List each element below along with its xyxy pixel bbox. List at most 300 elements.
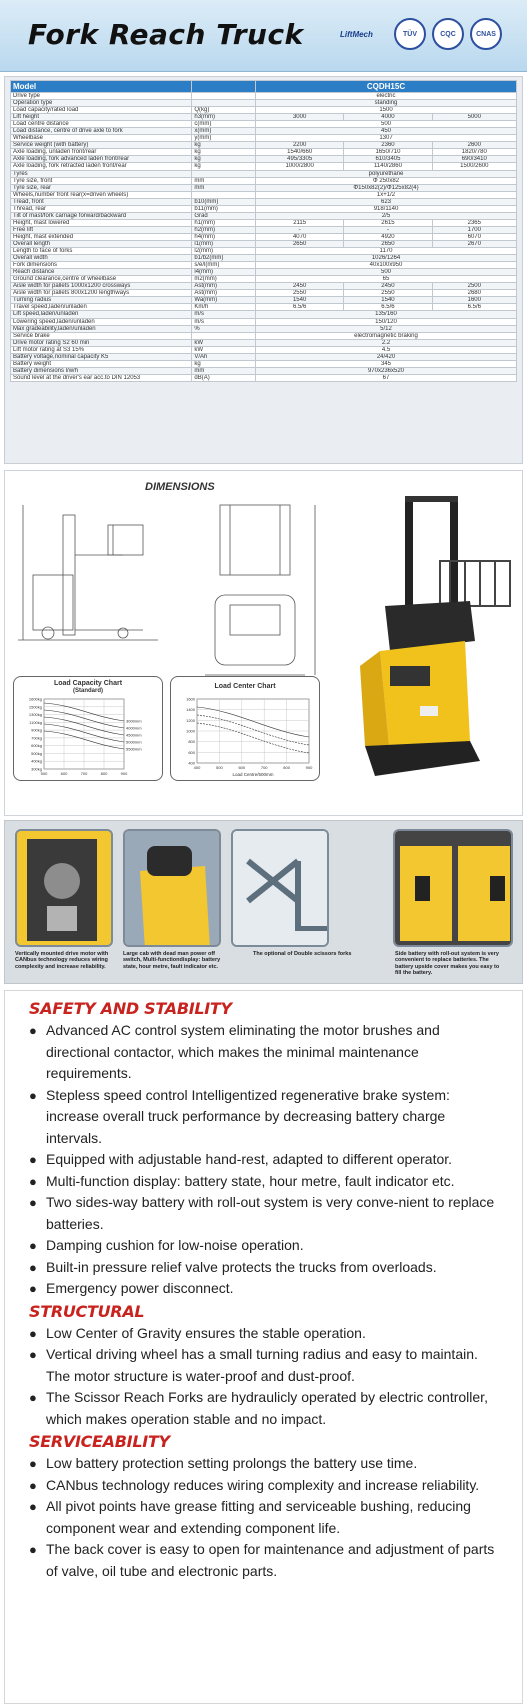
section-title-safety: SAFETY AND STABILITY: [29, 999, 232, 1018]
spec-value: 2670: [432, 240, 516, 247]
spec-unit: [192, 93, 256, 100]
spec-unit: [192, 100, 256, 107]
spec-unit: m/s: [192, 311, 256, 318]
page-header: [0, 0, 527, 72]
spec-value: 4920: [344, 233, 432, 240]
bullet-icon: ●: [29, 1390, 37, 1405]
spec-unit: kg: [192, 149, 256, 156]
spec-value: 5000: [432, 114, 516, 121]
spec-value: polyurethane: [256, 170, 517, 177]
spec-row: [11, 226, 517, 233]
spec-param: Overall length: [11, 240, 192, 247]
spec-param: Battery voltage,nominal capacity K5: [11, 353, 192, 360]
bullet-text: The Scissor Reach Forks are hydraulicly operated by electric controller, which makes operation stable and no impact.: [46, 1389, 488, 1427]
bullet-text: Low battery protection setting prolongs the battery use time.: [46, 1455, 418, 1471]
spec-value: 1307: [256, 135, 517, 142]
spec-table: [10, 80, 517, 382]
spec-param: Sound level at the driver's ear acc.to DIN 12053: [11, 374, 192, 381]
features-panel: [4, 820, 523, 984]
section-title-structural: STRUCTURAL: [29, 1301, 145, 1321]
spec-row: [11, 184, 517, 191]
spec-row: [11, 177, 517, 184]
series-line: [197, 723, 309, 753]
spec-value: 1540/660: [256, 149, 344, 156]
spec-param: Height, mast extended: [11, 233, 192, 240]
spec-row: [11, 360, 517, 367]
spec-param: Service weight (with battery): [11, 142, 192, 149]
spec-unit: l4(mm): [192, 269, 256, 276]
spec-value: 1000/2800: [256, 163, 344, 170]
spec-value: 2615: [344, 219, 432, 226]
bullet-icon: ●: [29, 1477, 37, 1493]
y-tick-label: 1200: [186, 717, 195, 723]
spec-value: 1700: [432, 226, 516, 233]
bullet-icon: ●: [29, 1259, 37, 1275]
spec-row: [11, 107, 517, 114]
bullet-text: Two sides-way battery with roll-out system is very conve-nient to replace batteries.: [46, 1194, 495, 1232]
spec-value: 623: [256, 198, 517, 205]
spec-value: 2.2: [256, 339, 517, 346]
spec-unit: Ast(mm): [192, 290, 256, 297]
spec-value: 4070: [256, 233, 344, 240]
spec-param: Load distance, centre of drive axle to fork: [11, 128, 192, 135]
y-tick-label: 400: [188, 760, 195, 766]
y-tick-label: 800: [188, 739, 195, 745]
spec-value: -: [256, 226, 344, 233]
x-tick-label: 900: [305, 765, 313, 770]
spec-value: 1140/2860: [344, 163, 432, 170]
spec-unit: kW: [192, 339, 256, 346]
spec-param: Height, mast lowered: [11, 219, 192, 226]
bullet-text: All pivot points have grease fitting and serviceable bushing, reducing component wear and extending component life.: [46, 1498, 471, 1536]
series-label: 3000mm: [126, 718, 142, 724]
serviceability-bullet: [29, 1496, 500, 1539]
spec-unit: Wa(mm): [192, 297, 256, 304]
y-tick-label: 1600kg: [28, 696, 42, 702]
page-title: Fork Reach Truck: [28, 18, 304, 51]
x-tick-label: 600: [238, 765, 246, 770]
spec-value: 2600: [432, 142, 516, 149]
front-view-drawing: [185, 495, 335, 685]
spec-value: 918/1140: [256, 205, 517, 212]
spec-unit: kW: [192, 346, 256, 353]
x-tick-label: 800: [283, 765, 290, 770]
safety-bullet: [29, 1192, 500, 1235]
spec-row: [11, 205, 517, 212]
feature-caption-motor: Vertically mounted drive motor with CANbus technology reduces wiring complexity and increase reliability.: [15, 951, 109, 970]
spec-row: [11, 269, 517, 276]
bullet-icon: ●: [29, 1499, 37, 1514]
spec-unit: V/Ah: [192, 353, 256, 360]
bullet-text: Built-in pressure relief valve protects the trucks from overloads.: [46, 1258, 437, 1275]
spec-row: [11, 240, 517, 247]
spec-value: 1650/710: [344, 149, 432, 156]
spec-param: Turning radius: [11, 297, 192, 304]
series-line: [197, 707, 309, 737]
load-capacity-chart: [13, 676, 163, 781]
safety-list: [29, 1020, 500, 1300]
spec-param: Lift height: [11, 114, 192, 121]
spec-value: 2450: [344, 283, 432, 290]
load-capacity-chart-title: Load Capacity Chart: [53, 680, 123, 687]
spec-row: [11, 346, 517, 353]
spec-row: [11, 255, 517, 262]
bullet-text: Multi-function display: battery state, hour metre, fault indicator etc.: [46, 1172, 455, 1189]
spec-row: [11, 121, 517, 128]
bullet-icon: ●: [29, 1023, 37, 1038]
x-tick-label: 900: [120, 771, 128, 776]
series-line: [197, 715, 309, 745]
spec-value: 2650: [256, 240, 344, 247]
spec-value: 610/3405: [344, 156, 432, 163]
bullet-icon: ●: [29, 1173, 37, 1189]
spec-unit: c(mm): [192, 121, 256, 128]
y-tick-label: 1400: [186, 707, 195, 713]
y-tick-label: 600: [188, 749, 195, 755]
y-tick-label: 1000: [186, 728, 195, 734]
spec-value: 2200: [256, 142, 344, 149]
header-model: Model: [11, 81, 192, 93]
spec-row: [11, 276, 517, 283]
spec-value: 4000: [344, 114, 432, 121]
safety-bullet: [29, 1149, 500, 1171]
spec-unit: h4(mm): [192, 233, 256, 240]
spec-unit: Km/h: [192, 304, 256, 311]
side-view-drawing: [13, 495, 163, 645]
spec-table-panel: [4, 76, 523, 464]
x-tick-label: 500: [40, 771, 48, 776]
spec-unit: b11(mm): [192, 205, 256, 212]
load-capacity-chart-subtitle: (Standard): [73, 688, 103, 694]
spec-row: [11, 318, 517, 325]
spec-param: Tyres: [11, 170, 192, 177]
spec-value: 495/3305: [256, 156, 344, 163]
dimensions-panel: [4, 470, 523, 816]
feature-caption-battery: Side battery with roll-out system is very convenient to replace batteries. The battery upside cover makes you easy to fill the battery.: [395, 951, 500, 976]
spec-unit: [192, 191, 256, 198]
spec-param: Free lift: [11, 226, 192, 233]
spec-value: 135/160: [256, 311, 517, 318]
cnas-badge-icon: CNAS: [470, 18, 502, 50]
spec-unit: mm: [192, 184, 256, 191]
spec-unit: kg: [192, 360, 256, 367]
spec-param: Service brake: [11, 332, 192, 339]
bullet-icon: ●: [29, 1087, 37, 1103]
spec-param: Drive motor rating S2 60 min: [11, 339, 192, 346]
spec-value: Φ150x82(2)/Φ125x82(4): [256, 184, 517, 191]
spec-unit: b10(mm): [192, 198, 256, 205]
spec-unit: x(mm): [192, 128, 256, 135]
spec-row: [11, 353, 517, 360]
spec-param: Travel speed,laden/unladen: [11, 304, 192, 311]
spec-value: 2680: [432, 290, 516, 297]
x-axis-label: Load Centre/500mm: [232, 772, 274, 777]
spec-unit: [192, 170, 256, 177]
spec-value: 67: [256, 374, 517, 381]
spec-param: Fork dimensions: [11, 262, 192, 269]
spec-unit: kg: [192, 163, 256, 170]
x-tick-label: 500: [216, 765, 223, 770]
spec-param: Wheels,number front rear(x=driven wheels): [11, 191, 192, 198]
reach-truck-image: [350, 491, 520, 791]
bullet-text: Emergency power disconnect.: [46, 1280, 234, 1296]
load-capacity-plot: [14, 677, 164, 782]
spec-value: -: [344, 226, 432, 233]
spec-unit: kg: [192, 156, 256, 163]
spec-row: [11, 290, 517, 297]
safety-bullet: [29, 1257, 500, 1279]
spec-param: Lift motor rating at S3 15%: [11, 346, 192, 353]
load-center-chart-title: Load Center Chart: [214, 683, 276, 690]
cqc-badge-icon: CQC: [432, 18, 464, 50]
spec-param: Axle loading, unladen front/rear: [11, 149, 192, 156]
spec-unit: Q(kg): [192, 107, 256, 114]
tuv-badge-icon: TÜV: [394, 18, 426, 50]
spec-value: 690/3410: [432, 156, 516, 163]
spec-value: 5/12: [256, 325, 517, 332]
spec-param: Length to face of forks: [11, 248, 192, 255]
series-label: 5000mm: [126, 739, 142, 745]
y-tick-label: 1100kg: [29, 719, 42, 725]
brand-logo: LiftMech: [340, 30, 373, 39]
x-tick-label: 700: [260, 765, 268, 770]
spec-row: [11, 262, 517, 269]
side-battery-icon: [395, 831, 513, 947]
spec-value: 1540: [256, 297, 344, 304]
spec-value: electric: [256, 93, 517, 100]
spec-value: 500: [256, 269, 517, 276]
spec-unit: l1(mm): [192, 240, 256, 247]
spec-value: 6.5/6: [256, 304, 344, 311]
spec-row: [11, 304, 517, 311]
spec-param: Tyre size, front: [11, 177, 192, 184]
spec-value: 3000: [256, 114, 344, 121]
spec-unit: l2(mm): [192, 248, 256, 255]
spec-unit: s/e/l(mm): [192, 262, 256, 269]
spec-value: 1500/2600: [432, 163, 516, 170]
spec-row: [11, 93, 517, 100]
spec-value: 2360: [344, 142, 432, 149]
spec-unit: b1/b2(mm): [192, 255, 256, 262]
y-tick-label: 1300kg: [28, 712, 42, 718]
spec-param: Tyre size, rear: [11, 184, 192, 191]
spec-value: Φ 250x82: [256, 177, 517, 184]
spec-row: [11, 219, 517, 226]
header-unit: [192, 81, 256, 93]
y-tick-label: 900kg: [31, 727, 42, 733]
spec-param: Drive type: [11, 93, 192, 100]
spec-value: 40x100x950: [256, 262, 517, 269]
spec-row: [11, 170, 517, 177]
spec-value: 6.5/6: [344, 304, 432, 311]
structural-list: [29, 1323, 500, 1431]
structural-bullet: [29, 1387, 500, 1430]
spec-value: 500: [256, 121, 517, 128]
spec-row: [11, 367, 517, 374]
safety-bullet: [29, 1278, 500, 1300]
serviceability-bullet: [29, 1539, 500, 1582]
spec-unit: Ast(mm): [192, 283, 256, 290]
feature-caption-cab: Large cab with dead man power off switch, Multi-functiondisplay: battery state, hour metre, fault indicator etc.: [123, 951, 221, 970]
spec-row: [11, 233, 517, 240]
spec-row: [11, 142, 517, 149]
spec-unit: m2(mm): [192, 276, 256, 283]
x-tick-label: 700: [80, 771, 88, 776]
structural-bullet: [29, 1323, 500, 1345]
safety-bullet: [29, 1235, 500, 1257]
load-center-chart: [170, 676, 320, 781]
spec-value: 1600: [432, 297, 516, 304]
spec-unit: h2(mm): [192, 226, 256, 233]
x-tick-label: 400: [193, 765, 201, 770]
spec-param: Lift speed,laden/unladen: [11, 311, 192, 318]
spec-param: Overall width: [11, 255, 192, 262]
series-label: 5500mm: [126, 746, 142, 752]
spec-unit: h3(mm): [192, 114, 256, 121]
spec-param: Aisle width for pallets 800x1200 lengthways: [11, 290, 192, 297]
spec-row: [11, 212, 517, 219]
safety-bullet: [29, 1171, 500, 1193]
spec-unit: m/s: [192, 318, 256, 325]
spec-unit: %: [192, 325, 256, 332]
spec-value: 2650: [344, 240, 432, 247]
spec-value: 150/120: [256, 318, 517, 325]
spec-value: 24/420: [256, 353, 517, 360]
spec-unit: h1(mm): [192, 219, 256, 226]
spec-param: Reach distance: [11, 269, 192, 276]
bullet-icon: ●: [29, 1347, 37, 1362]
load-center-plot: [171, 677, 321, 782]
spec-unit: mm: [192, 367, 256, 374]
spec-value: 1026/1264: [256, 255, 517, 262]
serviceability-bullet: [29, 1453, 500, 1475]
bullet-text: Vertical driving wheel has a small turning radius and easy to maintain. The motor structure is water-proof and dust-proof.: [46, 1346, 478, 1384]
spec-value: 6.5/6: [432, 304, 516, 311]
spec-value: electromagnetic braking: [256, 332, 517, 339]
spec-param: Wheelbase: [11, 135, 192, 142]
spec-row: [11, 149, 517, 156]
series-label: 4000mm: [126, 725, 142, 731]
spec-row: [11, 114, 517, 121]
bullet-text: Equipped with adjustable hand-rest, adapted to different operator.: [46, 1151, 453, 1167]
spec-value: 6070: [432, 233, 516, 240]
spec-row: [11, 283, 517, 290]
spec-value: 2500: [432, 283, 516, 290]
bullet-text: Damping cushion for low-noise operation.: [46, 1237, 304, 1253]
spec-row: [11, 198, 517, 205]
structural-bullet: [29, 1344, 500, 1387]
spec-param: Tilt of mast/fork carriage forward/backward: [11, 212, 192, 219]
spec-param: Tread, front: [11, 198, 192, 205]
spec-value: 2550: [256, 290, 344, 297]
spec-row: [11, 191, 517, 198]
spec-param: Load capacity/rated load: [11, 107, 192, 114]
feature-image-cab: [123, 829, 221, 947]
spec-value: 2550: [344, 290, 432, 297]
spec-value: 2365: [432, 219, 516, 226]
section-title-serviceability: SERVICEABILITY: [29, 1432, 170, 1451]
bullet-icon: ●: [29, 1325, 37, 1341]
operator-cab-icon: [125, 831, 221, 947]
spec-param: Thread, rear: [11, 205, 192, 212]
spec-table-header: [11, 81, 517, 93]
spec-param: Lowering speed,laden/unladen: [11, 318, 192, 325]
x-tick-label: 600: [60, 771, 68, 776]
spec-row: [11, 100, 517, 107]
y-tick-label: 400kg: [31, 758, 42, 764]
spec-unit: [192, 332, 256, 339]
feature-caption-forks: The optional of Double scissors forks: [253, 951, 352, 957]
bullet-text: Stepless speed control Intelligentized regenerative brake system: increase overall truck performance by decreasing battery charge intervals.: [46, 1086, 450, 1146]
spec-value: 65: [256, 276, 517, 283]
spec-value: 2450: [256, 283, 344, 290]
spec-value: 345: [256, 360, 517, 367]
spec-unit: dB(A): [192, 374, 256, 381]
spec-unit: Grad: [192, 212, 256, 219]
spec-param: Battery dimensions l/w/h: [11, 367, 192, 374]
bullet-icon: ●: [29, 1542, 37, 1557]
y-tick-label: 1500kg: [28, 704, 42, 710]
y-tick-label: 600kg: [31, 743, 42, 749]
x-tick-label: 800: [100, 771, 108, 776]
spec-value: 2115: [256, 219, 344, 226]
spec-value: 1x+1/2: [256, 191, 517, 198]
spec-param: Axle loading, fork retracted laden front/rear: [11, 163, 192, 170]
spec-row: [11, 156, 517, 163]
spec-unit: y(mm): [192, 135, 256, 142]
spec-value: 450: [256, 128, 517, 135]
series-label: 4500mm: [126, 732, 142, 738]
y-tick-label: 700kg: [31, 735, 42, 741]
spec-param: Ground clearance,centre of wheelbase: [11, 276, 192, 283]
drive-motor-icon: [17, 831, 113, 947]
bullet-icon: ●: [29, 1195, 37, 1210]
spec-unit: mm: [192, 177, 256, 184]
spec-value: 1820/780: [432, 149, 516, 156]
feature-image-forks: [231, 829, 329, 947]
spec-row: [11, 374, 517, 381]
spec-row: [11, 128, 517, 135]
spec-param: Operation type: [11, 100, 192, 107]
spec-value: 970x236x520: [256, 367, 517, 374]
bullet-icon: ●: [29, 1281, 37, 1296]
bullet-text: The back cover is easy to open for maintenance and adjustment of parts of valve, oil tube and electronic parts.: [46, 1541, 495, 1579]
spec-value: 1500: [256, 107, 517, 114]
bullet-icon: ●: [29, 1238, 37, 1253]
spec-row: [11, 325, 517, 332]
y-tick-label: 1600: [186, 696, 195, 702]
spec-row: [11, 163, 517, 170]
feature-image-motor: [15, 829, 113, 947]
spec-value: 1540: [344, 297, 432, 304]
spec-row: [11, 339, 517, 346]
safety-bullet: [29, 1085, 500, 1150]
spec-value: 2/5: [256, 212, 517, 219]
bullet-icon: ●: [29, 1456, 37, 1471]
spec-value: standing: [256, 100, 517, 107]
serviceability-list: [29, 1453, 500, 1582]
y-tick-label: 500kg: [31, 750, 42, 756]
spec-param: Axle loading, fork advanced laden front/rear: [11, 156, 192, 163]
features-text-panel: [4, 990, 523, 1704]
spec-row: [11, 332, 517, 339]
spec-row: [11, 311, 517, 318]
spec-row: [11, 248, 517, 255]
bullet-text: Advanced AC control system eliminating the motor brushes and directional contactor, which makes the minimal maintenance requirements.: [46, 1022, 440, 1081]
spec-value: 4.5: [256, 346, 517, 353]
spec-param: Aisle width for pallets 1000x1200 crossways: [11, 283, 192, 290]
spec-unit: kg: [192, 142, 256, 149]
